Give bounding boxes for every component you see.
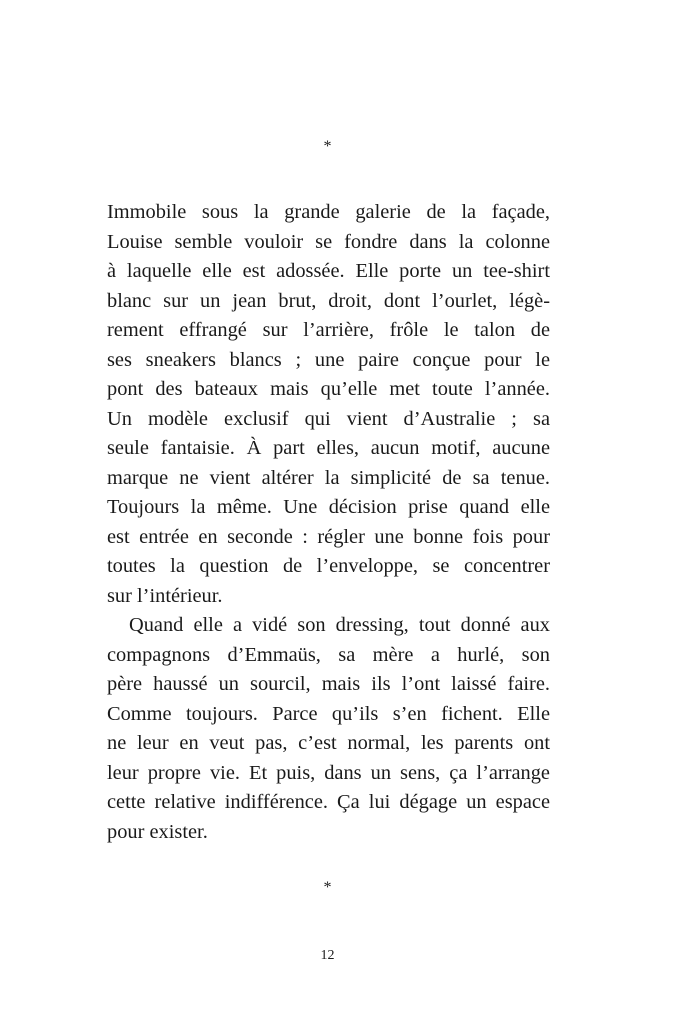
text-line: père haussé un sourcil, mais ils l’ont laissé faire. [107, 673, 550, 695]
text-line: marque ne vient altérer la simplicité de sa tenue. [107, 466, 550, 489]
text-line: Immobile sous la grande galerie de la façade, [107, 201, 550, 223]
text-line: ne leur en veut pas, c’est normal, les parents ont [107, 732, 550, 754]
page-number: 12 [320, 948, 335, 963]
text-line: pont des bateaux mais qu’elle met toute l’année. [107, 378, 550, 400]
text-line: Toujours la même. Une décision prise quand elle [107, 496, 550, 518]
text-line: leur propre vie. Et puis, dans un sens, ça l’arrange [107, 761, 550, 784]
section-separator-bottom: * [323, 879, 332, 896]
text-line: rement effrangé sur l’arrière, frôle le talon de [107, 319, 550, 341]
text-line: compagnons d’Emmaüs, sa mère a hurlé, son [107, 643, 550, 666]
section-separator-top: * [323, 138, 332, 155]
text-line-paragraph-end: sur l’intérieur. [107, 584, 223, 607]
text-line: Un modèle exclusif qui vient d’Australie ; sa [107, 407, 550, 430]
text-line: cette relative indifférence. Ça lui dégage un espace [107, 791, 550, 813]
text-line: à laquelle elle est adossée. Elle porte un tee-shirt [107, 260, 550, 282]
text-line: toutes la question de l’enveloppe, se concentrer [107, 555, 550, 577]
text-line: seule fantaisie. À part elles, aucun motif, aucune [107, 437, 550, 459]
text-line: Comme toujours. Parce qu’ils s’en fichent. Elle [107, 702, 550, 725]
text-line: est entrée en seconde : régler une bonne fois pour [107, 525, 550, 548]
body-text [107, 198, 550, 847]
text-line-paragraph-start: Quand elle a vidé son dressing, tout donné aux [129, 614, 550, 636]
text-line-paragraph-end: pour exister. [107, 820, 208, 843]
text-line: ses sneakers blancs ; une paire conçue pour le [107, 348, 550, 371]
text-line: blanc sur un jean brut, droit, dont l’ourlet, légè- [107, 289, 550, 312]
text-line: Louise semble vouloir se fondre dans la colonne [107, 230, 550, 253]
